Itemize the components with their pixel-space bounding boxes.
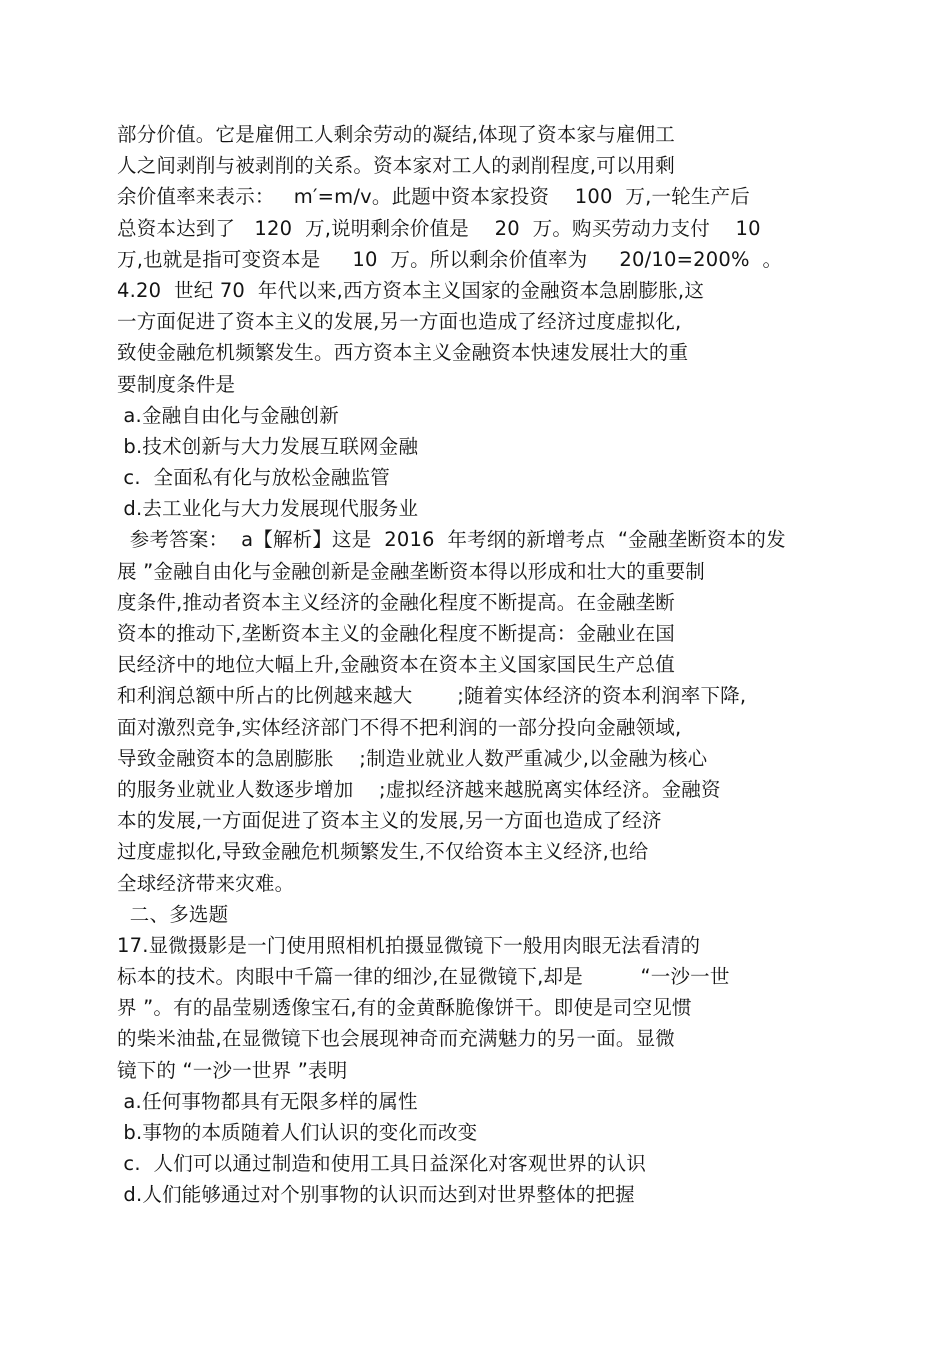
text-line: 全球经济带来灾难。 — [117, 871, 295, 895]
text-line: 和利润总额中所占的比例越来越大 ;随着实体经济的资本利润率下降, — [117, 684, 747, 708]
option-b: b.事物的本质随着人们认识的变化而改变 — [117, 1121, 478, 1144]
text-line: 部分价值。它是雇佣工人剩余劳动的凝结,体现了资本家与雇佣工 — [117, 123, 675, 146]
text-line: 本的发展,一方面促进了资本主义的发展,另一方面也造成了经济 — [117, 809, 662, 833]
text-line: 一方面促进了资本主义的发展,另一方面也造成了经济过度虚拟化, — [117, 310, 682, 334]
option-b: b.技术创新与大力发展互联网金融 — [117, 434, 419, 458]
text-line: 度条件,推动者资本主义经济的金融化程度不断提高。在金融垄断 — [117, 590, 675, 614]
text-line: 导致金融资本的急剧膨胀 ;制造业就业人数严重减少,以金融为核心 — [117, 746, 708, 770]
option-a: a.金融自由化与金融创新 — [117, 403, 339, 427]
option-d: d.去工业化与大力发展现代服务业 — [117, 497, 419, 521]
option-c: c. 人们可以通过制造和使用工具日益深化对客观世界的认识 — [117, 1152, 647, 1176]
text-line: 人之间剥削与被剥削的关系。资本家对工人的剥削程度,可以用剩 — [117, 154, 675, 178]
text-line: 余价值率来表示： m′=m/v。此题中资本家投资 100 万,一轮生产后 — [117, 185, 750, 209]
question-4-stem: 4.20 世纪 70 年代以来,西方资本主义国家的金融资本急剧膨胀,这 — [117, 278, 705, 302]
text-line: 要制度条件是 — [117, 372, 236, 396]
section-heading: 二、多选题 — [117, 902, 229, 926]
text-line: 资本的推动下,垄断资本主义的金融化程度不断提高：金融业在国 — [117, 622, 675, 645]
option-d: d.人们能够通过对个别事物的认识而达到对世界整体的把握 — [117, 1183, 635, 1207]
text-line: 界 ”。有的晶莹剔透像宝石,有的金黄酥脆像饼干。即使是司空见惯 — [117, 996, 692, 1020]
text-line: 万,也就是指可变资本是 10 万。所以剩余价值率为 20/10=200% 。 — [117, 247, 783, 271]
text-line: 过度虚拟化,导致金融危机频繁发生,不仅给资本主义经济,也给 — [117, 840, 649, 864]
text-line: 的服务业就业人数逐步增加 ;虚拟经济越来越脱离实体经济。金融资 — [117, 777, 721, 801]
text-line: 致使金融危机频繁发生。西方资本主义金融资本快速发展壮大的重 — [117, 341, 689, 365]
document-body — [117, 119, 837, 1211]
text-line: 面对激烈竞争,实体经济部门不得不把利润的一部分投向金融领域, — [117, 715, 682, 739]
text-line: 展 ”金融自由化与金融创新是金融垄断资本得以形成和壮大的重要制 — [117, 559, 706, 583]
option-a: a.任何事物都具有无限多样的属性 — [117, 1089, 418, 1113]
question-17-stem: 17.显微摄影是一门使用照相机拍摄显微镜下一般用肉眼无法看清的 — [117, 933, 701, 957]
text-line: 民经济中的地位大幅上升,金融资本在资本主义国家国民生产总值 — [117, 653, 675, 677]
text-line: 的柴米油盐,在显微镜下也会展现神奇而充满魅力的另一面。显微 — [117, 1027, 675, 1051]
text-line: 镜下的 “一沙一世界 ”表明 — [117, 1058, 348, 1082]
text-line: 总资本达到了 120 万,说明剩余价值是 20 万。购买劳动力支付 10 — [117, 216, 761, 240]
option-c: c. 全面私有化与放松金融监管 — [117, 466, 390, 490]
answer-explanation: 参考答案： a【解析】这是 2016 年考纲的新增考点 “金融垄断资本的发 — [117, 528, 786, 552]
text-line: 标本的技术。肉眼中千篇一律的细沙,在显微镜下,却是 “一沙一世 — [117, 965, 730, 989]
